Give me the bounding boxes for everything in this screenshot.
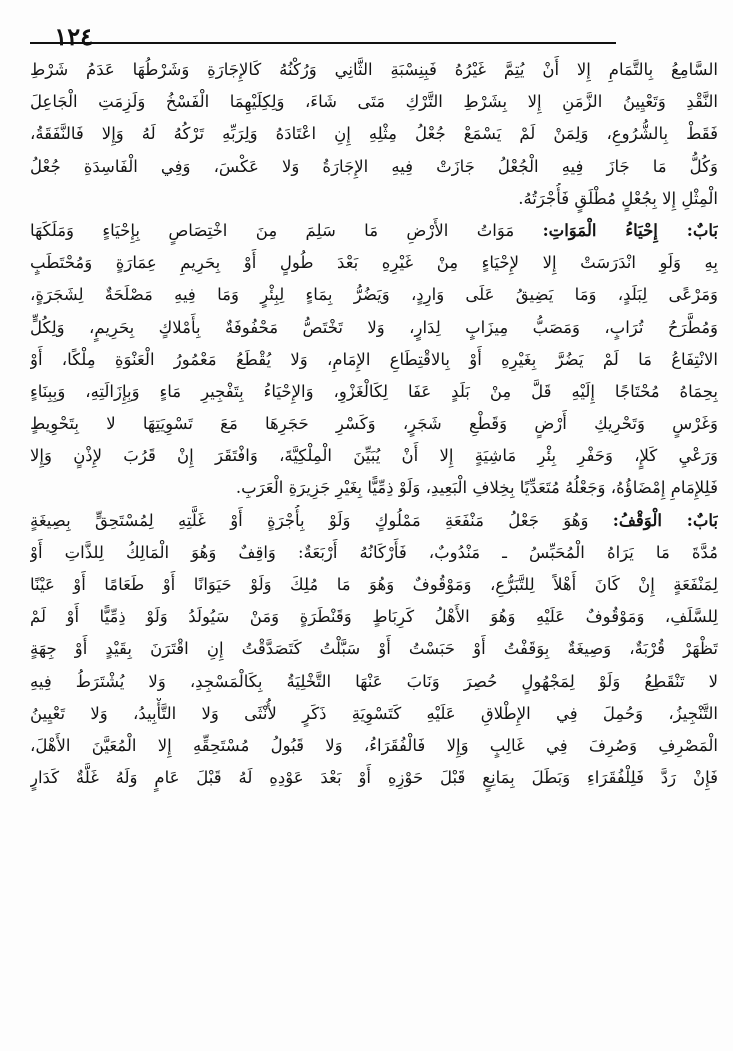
- body-text: [30, 54, 718, 794]
- text-line: [30, 762, 718, 794]
- text-line: [30, 151, 718, 183]
- line-text: التَّنْجِيزُ، وَحُمِلَ فِي الإِطْلاقِ عَلَيْهِ كَتَسْوِيَةِ ذَكَرٍ لأُنْثَى وَلا التَّأْبِيدُ، وَلا تَعْيِينُ: [30, 703, 718, 723]
- text-line: [30, 601, 718, 633]
- section-heading: بَابٌ: إِحْيَاءُ الْمَوَاتِ:: [542, 220, 718, 240]
- text-line: [30, 118, 718, 150]
- text-line: [30, 698, 718, 730]
- line-text: فَلِلإِمَامِ إِمْضَاؤُهُ، وَجَعْلُهُ مُتَعَدِّيًا بِخِلافِ الْبَعِيدِ، وَلَوْ ذِمِّيًّا بِغَيْرِ جَزِيرَةِ الْعَرَبِ.: [235, 478, 718, 498]
- text-line: [30, 247, 718, 279]
- text-line: [30, 633, 718, 665]
- text-line: [30, 54, 718, 86]
- section-heading-line: [30, 215, 718, 247]
- line-text: بِحِمَاهُ مُحْتَاجًا إِلَيْهِ قَلَّ مِنْ بَلَدٍ عَفَا لِكَالْغَزْوِ، وَالإِحْيَاءُ بِتَفْجِيرِ مَاءٍ وَبِإِزَالَتِهِ، وَبِبِنَاءٍ: [30, 381, 718, 401]
- line-text: وَهُوَ جَعْلُ مَنْفَعَةِ مَمْلُوكٍ وَلَوْ بِأُجْرَةٍ أَوْ غَلَّتِهِ لِمُسْتَحِقٍّ بِصِيغَةٍ: [30, 510, 613, 530]
- line-text: النَّقْدِ وَتَعْيِينُ الزَّمَنِ إِلا بِشَرْطِ التَّرْكِ مَتَى شَاءَ، وَلِكِلَيْهِمَا الْفَسْخُ وَلَزِمَتِ الْجَاعِلَ: [30, 92, 718, 112]
- line-text: لا تَنْقَطِعُ وَلَوْ لِمَجْهُولٍ حُصِرَ وَنَابَ عَنْهَا التَّخْلِيَةُ بِكَالْمَسْجِدِ، وَلا يُشْتَرَطُ فِيهِ: [30, 671, 718, 691]
- line-text: لِمَنْفَعَةٍ إِنْ كَانَ أَهْلاً لِلتَّبَرُّعِ، وَمَوْقُوفٌ وَهُوَ مَا مُلِكَ وَلَوْ حَيَوَانًا أَوْ طَعَامًا أَوْ عَيْنًا: [30, 575, 718, 594]
- line-text: بِهِ وَلَوِ انْدَرَسَتْ إِلا لإِحْيَاءٍ مِنْ غَيْرِهِ بَعْدَ طُولٍ أَوْ بِحَرِيمِ عِمَارَةٍ وَمُحْتَطَبٍ: [30, 253, 718, 273]
- text-line: [30, 408, 718, 440]
- text-line: [30, 440, 718, 472]
- line-text: لِلسَّلَفِ، وَمَوْقُوفٌ عَلَيْهِ وَهُوَ الأَهْلُ كَرِبَاطٍ وَقَنْطَرَةٍ وَمَنْ سَيُولَدُ وَلَوْ ذِمِّيًّا أَوْ لَمْ: [30, 607, 718, 627]
- line-text: مُدَّةَ مَا يَرَاهُ الْمُحَبِّسُ ـ مَنْدُوبٌ، فَأَرْكَانُهُ أَرْبَعَةٌ: وَاقِفٌ وَهُوَ الْمَالِكُ لِلذَّاتِ أَوْ: [30, 542, 718, 562]
- line-text: وَرَعْيِ كَلإٍ، وَحَفْرِ بِئْرِ مَاشِيَةٍ إِلا أَنْ يُبَيِّنَ الْمِلْكِيَّةَ، وَافْتَقَرَ إِنْ قَرُبَ لإِذْنٍ وَإِلا: [30, 446, 718, 466]
- line-text: تَظْهَرْ قُرْبَةٌ، وَصِيغَةٌ بِوَقَفْتُ أَوْ حَبَسْتُ أَوْ سَبَّلْتُ كَتَصَدَّقْتُ إِنِ اقْتَرَنَ بِقَيْدٍ أَوْ جِهَةٍ: [30, 639, 718, 659]
- text-line: [30, 666, 718, 698]
- text-line: [30, 344, 718, 376]
- line-text: وَغَرْسٍ وَتَحْرِيكِ أَرْضٍ وَقَطْعِ شَجَرٍ، وَكَسْرِ حَجَرِهَا مَعَ تَسْوِيَتِهَا لا بِتَحْوِيطٍ: [30, 414, 718, 434]
- text-line: [30, 183, 718, 215]
- text-line: [30, 537, 718, 569]
- section-heading: بَابٌ: الْوَقْفُ:: [612, 510, 718, 530]
- text-line: [30, 279, 718, 311]
- text-line: [30, 376, 718, 408]
- line-text: فَقَطْ بِالشُّرُوعِ، وَلِمَنْ لَمْ يَسْمَعْ جُعْلُ مِثْلِهِ إِنِ اعْتَادَهُ وَلِرَبِّهِ تَرْكُهُ لَهُ وَإِلا فَالنَّفَقَةُ،: [30, 124, 718, 144]
- text-line: [30, 472, 718, 504]
- line-text: وَمُطَّرَحُ تُرَابٍ، وَمَصَبُّ مِيزَابٍ لِدَارٍ، وَلا تَخْتَصُّ مَحْفُوفَةٌ بِأَمْلاكٍ بِحَرِيمٍ، وَلِكُلٍّ: [30, 317, 718, 337]
- line-text: مَوَاتُ الأَرْضِ مَا سَلِمَ مِنَ اخْتِصَاصٍ بِإِحْيَاءٍ وَمَلَكَهَا: [30, 220, 543, 240]
- section-heading-line: [30, 505, 718, 537]
- text-line: [30, 86, 718, 118]
- line-text: الْمِثْلِ إِلا بِجُعْلٍ مُطْلَقٍ فَأُجْرَتُهُ.: [518, 188, 718, 208]
- text-line: [30, 730, 718, 762]
- page-number: ١٢٤: [54, 22, 93, 51]
- text-line: [30, 569, 718, 601]
- line-text: الْمَصْرِفِ وَصُرِفَ فِي غَالِبٍ وَإِلا فَالْفُقَرَاءُ، وَلا قَبُولُ مُسْتَحِقِّهِ إِلا الْمُعَيَّنَ الأَهْلَ،: [30, 735, 718, 755]
- header-rule: [30, 42, 616, 44]
- line-text: الانْتِفَاعُ مَا لَمْ يَضُرَّ بِغَيْرِهِ أَوْ بِالاقْتِطَاعِ الإِمَامِ، وَلا يُقْطَعُ مَعْمُورُ الْعَنْوَةِ مِلْكًا، أَوْ: [30, 349, 718, 369]
- line-text: وَكُلُّ مَا جَازَ فِيهِ الْجُعْلُ جَازَتْ فِيهِ الإِجَارَةُ وَلا عَكْسَ، وَفِي الْفَاسِدَةِ جُعْلُ: [30, 156, 718, 176]
- text-line: [30, 312, 718, 344]
- line-text: وَمَرْعًى لِبَلَدٍ، وَمَا يَضِيقُ عَلَى وَارِدٍ، وَيَضُرُّ بِمَاءٍ لِبِئْرٍ وَمَا فِيهِ مَصْلَحَةٌ لِشَجَرَةٍ،: [30, 285, 718, 305]
- line-text: السَّامِعُ بِالتَّمَامِ إِلا أَنْ يُتِمَّ غَيْرُهُ فَبِنِسْبَةِ الثَّانِي وَرُكْنُهُ كَالإِجَارَةِ وَشَرْطُهَا عَدَمُ شَرْطِ: [30, 60, 718, 79]
- line-text: فَإِنْ رَدَّ فَلِلْفُقَرَاءِ وَبَطَلَ بِمَانِعٍ قَبْلَ حَوْزِهِ أَوْ بَعْدَ عَوْدِهِ لَهُ قَبْلَ عَامٍ وَلَهُ غَلَّةٌ كَدَارٍ: [30, 768, 718, 788]
